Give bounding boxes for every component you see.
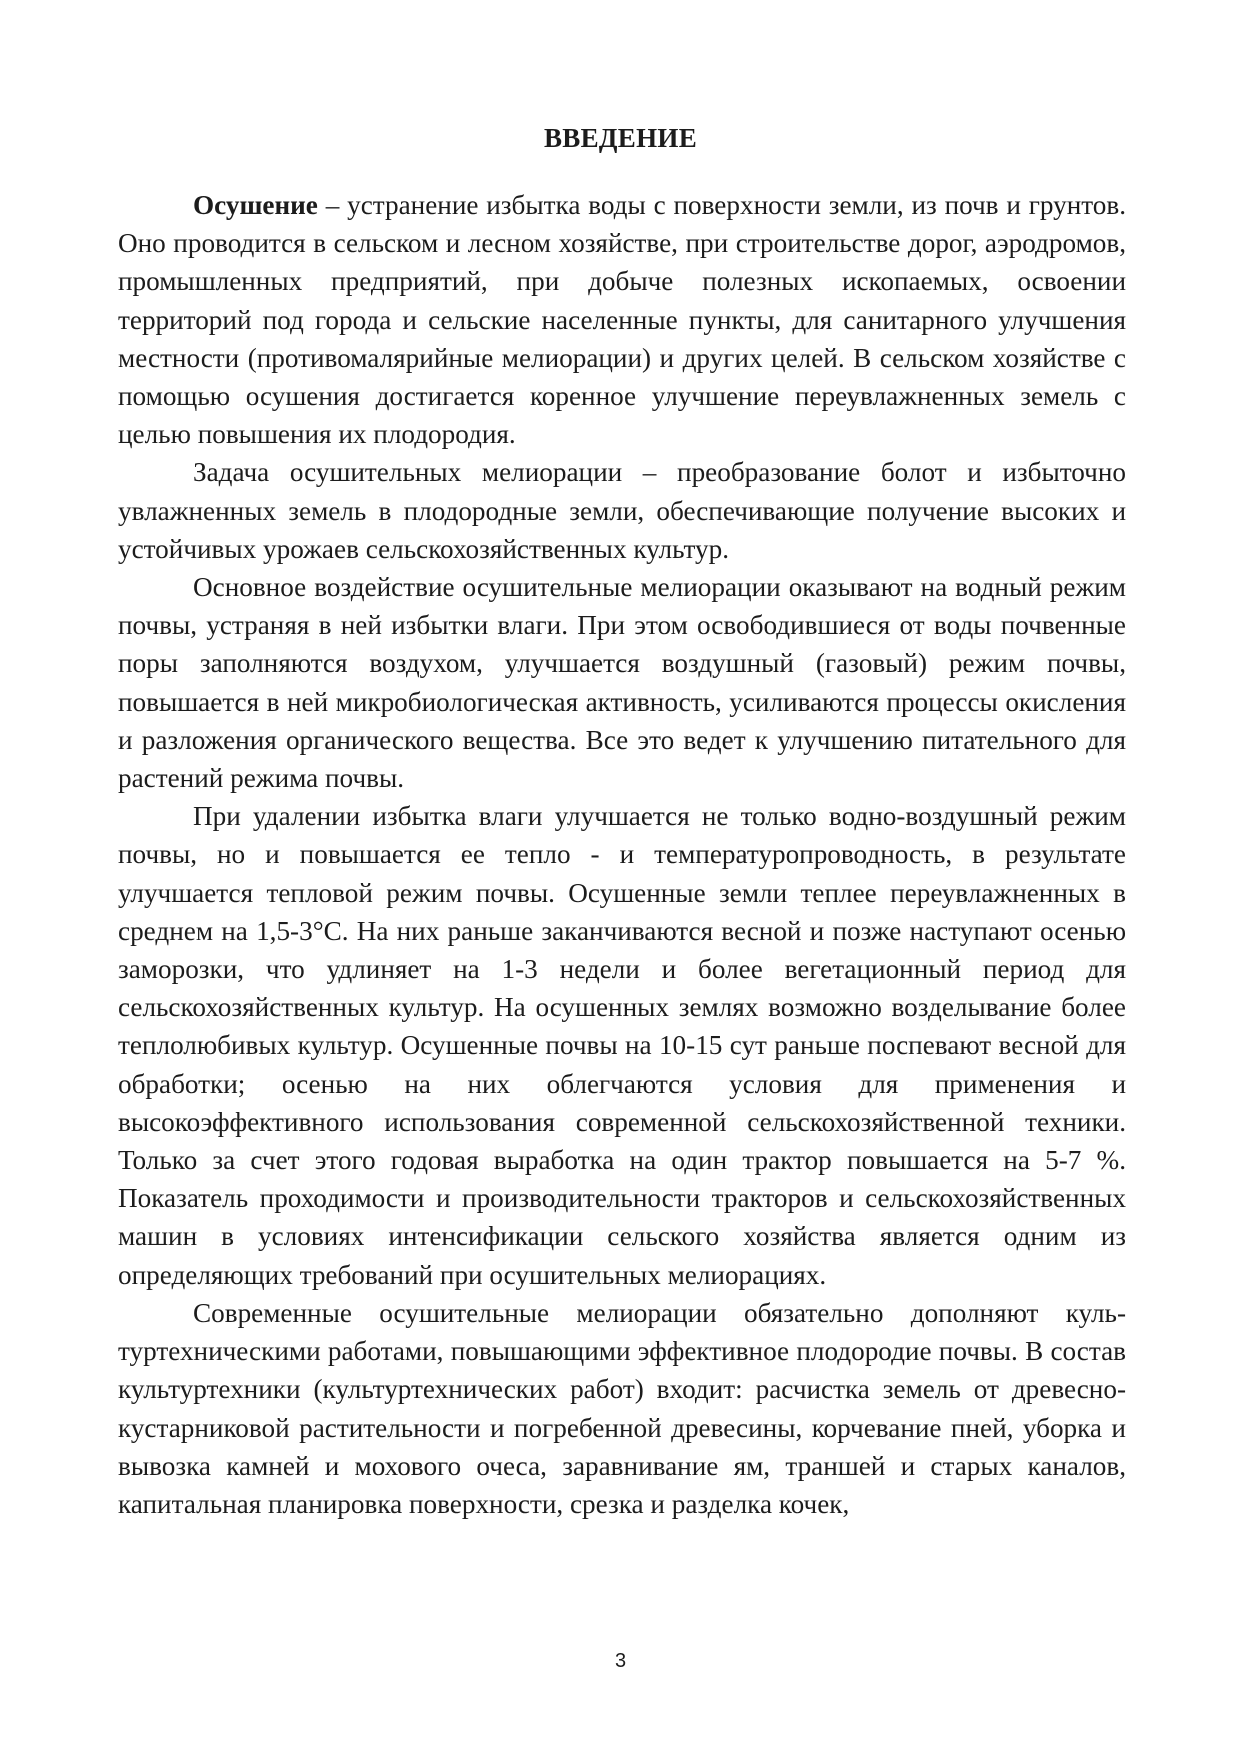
page-heading: ВВЕДЕНИЕ (543, 123, 698, 153)
paragraph-text: – устранение избытка воды с поверхности земли, из почв и грунтов. Оно проводится в сельском и лесном хозяйстве, при строительстве дорог, аэродромов, промышленных предприятий, при добыче полезных ископаемых, освоении территорий под города и сельские населенные пункты, для санитарного улучшения местности (противомалярийные мелиорации) и других целей. В сельском хозяйстве с помощью осушения достигается коренное улучшение переувлажненных земель с целью повышения их плодородия. (118, 190, 1126, 450)
paragraph-thermal-regime: При удалении избытка влаги улучшается не только водно-воздушный режим почвы, но и повышается ее тепло - и температуропроводность, в результате улучшается тепловой режим почвы. Осушенные земли теплее переувлажненных в среднем на 1,5-3°C. На них раньше заканчиваются весной и позже наступают осенью заморозки, что удлиняет на 1-3 недели и более вегетационный период для сельскохозяйственных культур. На осушенных землях возможно возделывание более теплолюбивых культур. Осушенные почвы на 10-15 сут раньше поспевают весной для обработки; осенью на них облегчаются условия для применения и высокоэффективного использования современной сельскохозяйственной техники. Только за счет этого годовая выработка на один трактор повышается на 5-7 %. Показатель проходимости и производительности тракторов и сельскохозяйственных машин в условиях интенсификации сельского хозяйства является одним из определяющих требований при осушительных мелиорациях. (118, 801, 1126, 1290)
paragraph-cultural-works: Современные осушительные мелиорации обязательно дополняют культуртехническими работами, повышающими эффективное плодородие почвы. В состав культуртехники (культуртехнических работ) входит: расчистка земель от древесно-кустарниковой растительности и погребенной древесины, корчевание пней, уборка и вывозка камней и мохового очеса, заравнивание ям, траншей и старых каналов, капитальная планировка поверхности, срезка и разделка кочек, (118, 1297, 1126, 1519)
paragraph-drainage-task: Задача осушительных мелиорации – преобразование болот и избыточно увлажненных земель в плодородные земли, обеспечивающие получение высоких и устойчивых урожаев сельскохозяйственных культур. (118, 457, 1126, 564)
paragraph-water-regime: Основное воздействие осушительные мелиорации оказывают на водный режим почвы, устраняя в ней избытки влаги. При этом освободившиеся от воды почвенные поры заполняются воздухом, улучшается воздушный (газовый) режим почвы, повышается в ней микробиологическая активность, усиливаются процессы окисления и разложения органического вещества. Все это ведет к улучшению питательного для растений режима почвы. (118, 572, 1126, 794)
paragraph-drainage-definition (118, 186, 1126, 453)
page-number: 3 (614, 1650, 627, 1672)
document-body (118, 186, 1126, 1523)
lead-term: Осушение (193, 190, 318, 220)
